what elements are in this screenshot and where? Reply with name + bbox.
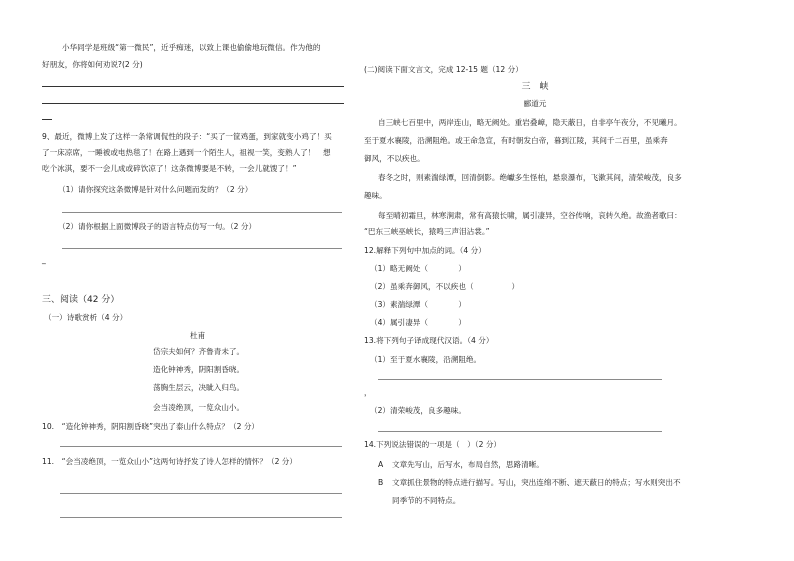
q9-subquestion-2: （2）请你根据上面微博段子的语言特点仿写一句。（2 分） bbox=[58, 222, 257, 231]
q14-option-b-letter: B bbox=[378, 478, 384, 487]
q12-item-4: （4）属引凄异（ ） bbox=[370, 318, 466, 327]
poem-title: 杜甫 bbox=[190, 331, 206, 340]
essay-p3-line1: 每至晴初霜旦，林寒涧肃，常有高猿长啸，属引凄异，空谷传响，哀转久绝。故渔者歌曰： bbox=[378, 211, 682, 220]
q9-text-line2: 了一床凉席，一睡被或电热毯了！在路上遇到一个陌生人，祖视一笑，变熟人了！ 想 bbox=[42, 148, 331, 157]
answer-line-q13-1[interactable] bbox=[378, 379, 662, 380]
answer-line-q11-2[interactable] bbox=[60, 517, 342, 518]
q11-text: 11. “会当凌绝顶，一览众山小”这两句诗抒发了诗人怎样的情怀？（2 分） bbox=[42, 457, 297, 466]
answer-line-q9-1[interactable] bbox=[62, 212, 342, 213]
answer-line-q8-1[interactable] bbox=[42, 86, 344, 87]
answer-line-q13-2[interactable] bbox=[378, 431, 662, 432]
q14-option-b-line1: 文章抓住景物的特点进行描写。写山，突出连绵不断、遮天蔽日的特点；写水则突出不 bbox=[392, 478, 681, 487]
q14-text: 14.下列说法错误的一项是（ ）（2 分） bbox=[364, 440, 502, 449]
poem-line-3: 荡胸生层云，决眦入归鸟。 bbox=[153, 383, 245, 392]
essay-p2-line1: 春冬之时，则素湍绿潭，回清倒影。绝巘多生怪柏，悬泉瀑布，飞漱其间，清荣峻茂，良多 bbox=[378, 173, 682, 182]
essay-p3-line2: “巴东三峡巫峡长，猿鸣三声泪沾裳。” bbox=[364, 227, 490, 236]
section-3-1-heading: （一）诗歌赏析（4 分） bbox=[44, 313, 128, 322]
answer-line-q11-1[interactable] bbox=[60, 493, 342, 494]
poem-line-4: 会当凌绝顶，一览众山小。 bbox=[153, 403, 245, 412]
q12-text: 12.解释下列句中加点的词。（4 分） bbox=[364, 246, 486, 255]
q14-option-a-letter: A bbox=[378, 460, 384, 469]
q9-subquestion-1: （1）请你探究这条微博是针对什么问题而发的？（2 分） bbox=[58, 185, 253, 194]
essay-p1-line3: 御风，不以疾也。 bbox=[364, 154, 425, 163]
q13-subquestion-1: （1）至于夏水襄陵，沿溯阻绝。 bbox=[370, 355, 482, 364]
answer-line-q8-2[interactable] bbox=[42, 103, 344, 104]
q10-text: 10. “造化钟神秀，阴阳割昏晓”突出了泰山什么特点？（2 分） bbox=[42, 422, 260, 431]
poem-line-1: 岱宗夫如何？齐鲁青未了。 bbox=[153, 347, 245, 356]
q12-item-1: （1）略无阙处（ ） bbox=[370, 264, 466, 273]
q13-text: 13.将下列句子译成现代汉语。（4 分） bbox=[364, 336, 494, 345]
q9-text-line1: 9、最近，微博上发了这样一条常调侃性的段子：“买了一筐鸡蛋，到家就变小鸡了！买 bbox=[42, 132, 332, 141]
poem-line-2: 造化钟神秀，阴阳割昏晓。 bbox=[153, 365, 245, 374]
essay-p2-line2: 趣味。 bbox=[364, 191, 387, 200]
essay-title: 三 峡 bbox=[521, 82, 549, 92]
q8-text-line1: 小华同学是班级“第一微民”，近乎痴迷，以致上课也偷偷地玩微信。作为他的 bbox=[62, 43, 321, 52]
q12-item-2: （2）虽乘奔御风，不以疾也（ ） bbox=[370, 282, 520, 291]
essay-p1-line1: 自三峡七百里中，两岸连山，略无阙处。重岩叠嶂，隐天蔽日，自非亭午夜分，不见曦月。 bbox=[378, 118, 682, 127]
answer-line-q10[interactable] bbox=[60, 446, 342, 447]
answer-line-q9-2[interactable] bbox=[62, 248, 342, 249]
q9-text-line3: 吃个冰淇，要不一会儿成或碎饮凉了！这条微博要是不转，一会儿就馊了！” bbox=[42, 164, 297, 173]
q14-option-a: 文章先写山，后写水，布局自然，思路清晰。 bbox=[392, 460, 544, 469]
section-3-heading: 三、阅读（42 分） bbox=[42, 295, 120, 305]
q13-stray-mark: ， bbox=[364, 388, 372, 397]
stray-mark: _ bbox=[42, 255, 46, 264]
q13-subquestion-2: （2）清荣峻茂，良多趣味。 bbox=[370, 406, 466, 415]
section-2-heading: (二)阅读下面文言文，完成 12-15 题（12 分） bbox=[364, 65, 523, 74]
essay-p1-line2: 至于夏水襄陵，沿溯阻绝。或王命急宣，有时朝发白帝，暮到江陵，其间千二百里，虽乘奔 bbox=[364, 136, 668, 145]
answer-line-q8-3[interactable] bbox=[42, 119, 52, 120]
essay-author: 郦道元 bbox=[523, 99, 547, 108]
q14-option-b-line2: 同季节的不同特点。 bbox=[392, 496, 461, 505]
q8-text-line2: 好朋友，你将如何劝说?(2 分) bbox=[42, 60, 143, 69]
q12-item-3: （3）素湍绿潭（ ） bbox=[370, 300, 466, 309]
